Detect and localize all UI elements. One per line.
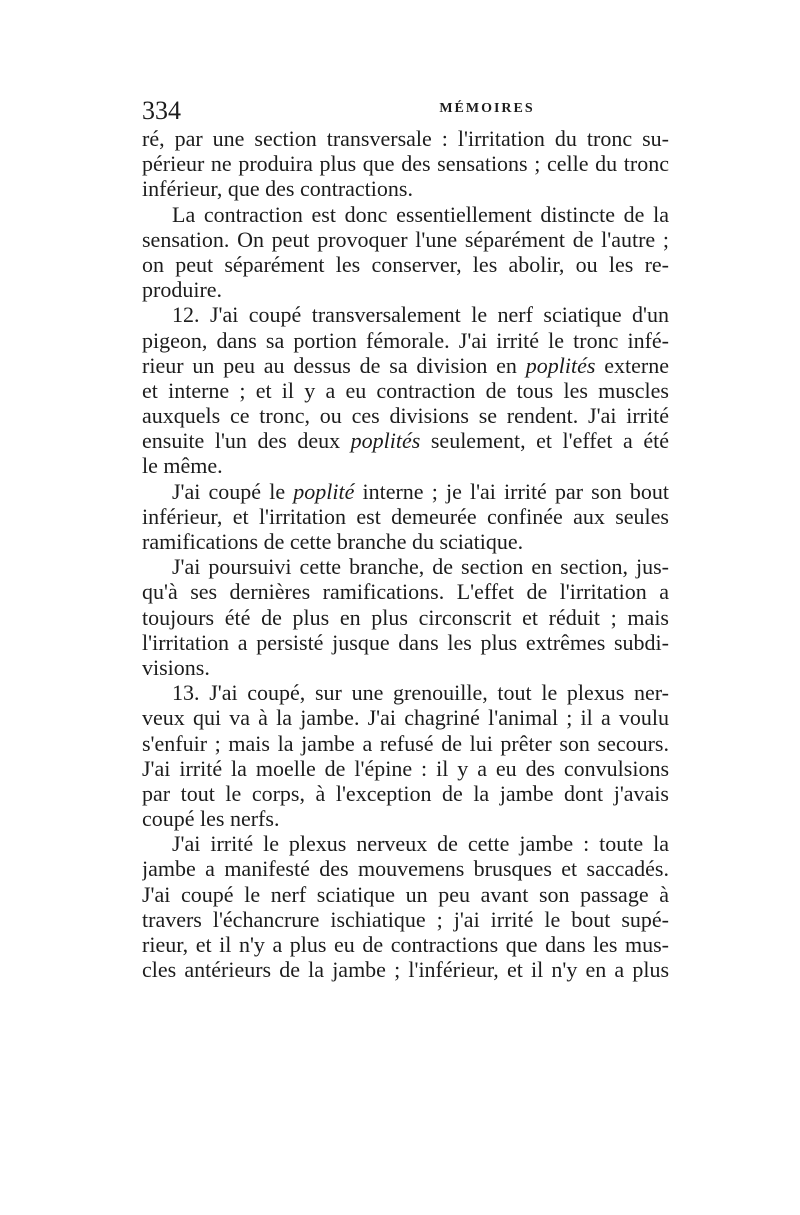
text-line: ré, par une section transversale : l'irritation du tronc su- — [142, 126, 669, 151]
text-line: rieur un peu au dessus de sa division en poplités externe — [142, 352, 669, 378]
text-line: on peut séparément les conserver, les abolir, ou les re- — [142, 251, 669, 277]
running-head: MÉMOIRES — [439, 101, 535, 116]
text-line: par tout le corps, à l'exception de la jambe dont j'avais — [142, 780, 669, 806]
text-line: 12. J'ai coupé transversalement le nerf sciatique d'un — [172, 302, 669, 328]
text-line: toujours été de plus en plus circonscrit et réduit ; mais — [142, 604, 669, 630]
italic-term: poplité — [293, 478, 355, 504]
text-line: 13. J'ai coupé, sur une grenouille, tout le plexus ner- — [172, 680, 669, 706]
italic-term: poplités — [350, 428, 421, 454]
text-line: rieur, et il n'y a plus eu de contractions que dans les mus- — [142, 932, 669, 957]
text-line: J'ai coupé le poplité interne ; je l'ai irrité par son bout — [172, 478, 669, 504]
text-line: l'irritation a persisté jusque dans les plus extrêmes subdi- — [142, 629, 669, 655]
text-line: qu'à ses dernières ramifications. L'effet de l'irritation a — [142, 579, 669, 605]
text-line: le même. — [142, 453, 223, 479]
page-number: 334 — [142, 96, 181, 125]
text-line: J'ai poursuivi cette branche, de section en section, jus- — [172, 554, 669, 580]
text-line: ramifications de cette branche du sciatique. — [142, 529, 524, 554]
text-line: veux qui va à la jambe. J'ai chagriné l'animal ; il a voulu — [142, 705, 669, 731]
text-line: travers l'échancrure ischiatique ; j'ai irrité le bout supé- — [142, 906, 669, 932]
text-line: auxquels ce tronc, ou ces divisions se rendent. J'ai irrité — [142, 403, 669, 429]
text-line: J'ai irrité la moelle de l'épine : il y a eu des convulsions — [142, 755, 669, 781]
text-line: jambe a manifesté des mouvemens brusques et saccadés. — [142, 856, 669, 882]
text-line: et interne ; et il y a eu contraction de tous les muscles — [142, 377, 669, 403]
text-line: cles antérieurs de la jambe ; l'inférieur, et il n'y en a plus — [142, 957, 669, 983]
text-line: périeur ne produira plus que des sensations ; celle du tronc — [142, 151, 669, 177]
page-header — [142, 96, 662, 126]
italic-term: poplités — [525, 352, 596, 378]
text-line: J'ai coupé le nerf sciatique un peu avant son passage à — [142, 881, 669, 907]
text-line: s'enfuir ; mais la jambe a refusé de lui prêter son secours. — [142, 730, 669, 756]
body-text — [142, 126, 669, 982]
text-line: inférieur, et l'irritation est demeurée confinée aux seules — [142, 503, 669, 529]
text-line: J'ai irrité le plexus nerveux de cette jambe : toute la — [172, 831, 669, 857]
text-line: coupé les nerfs. — [142, 806, 280, 832]
text-line: sensation. On peut provoquer l'une séparément de l'autre ; — [142, 226, 669, 252]
text-line: produire. — [142, 277, 223, 303]
text-line: visions. — [142, 654, 210, 680]
text-line: pigeon, dans sa portion fémorale. J'ai irrité le tronc infé- — [142, 327, 669, 353]
text-line: La contraction est donc essentiellement distincte de la — [172, 201, 669, 227]
text-line: inférieur, que des contractions. — [142, 176, 413, 202]
text-line: ensuite l'un des deux poplités seulement, et l'effet a été — [142, 428, 669, 454]
